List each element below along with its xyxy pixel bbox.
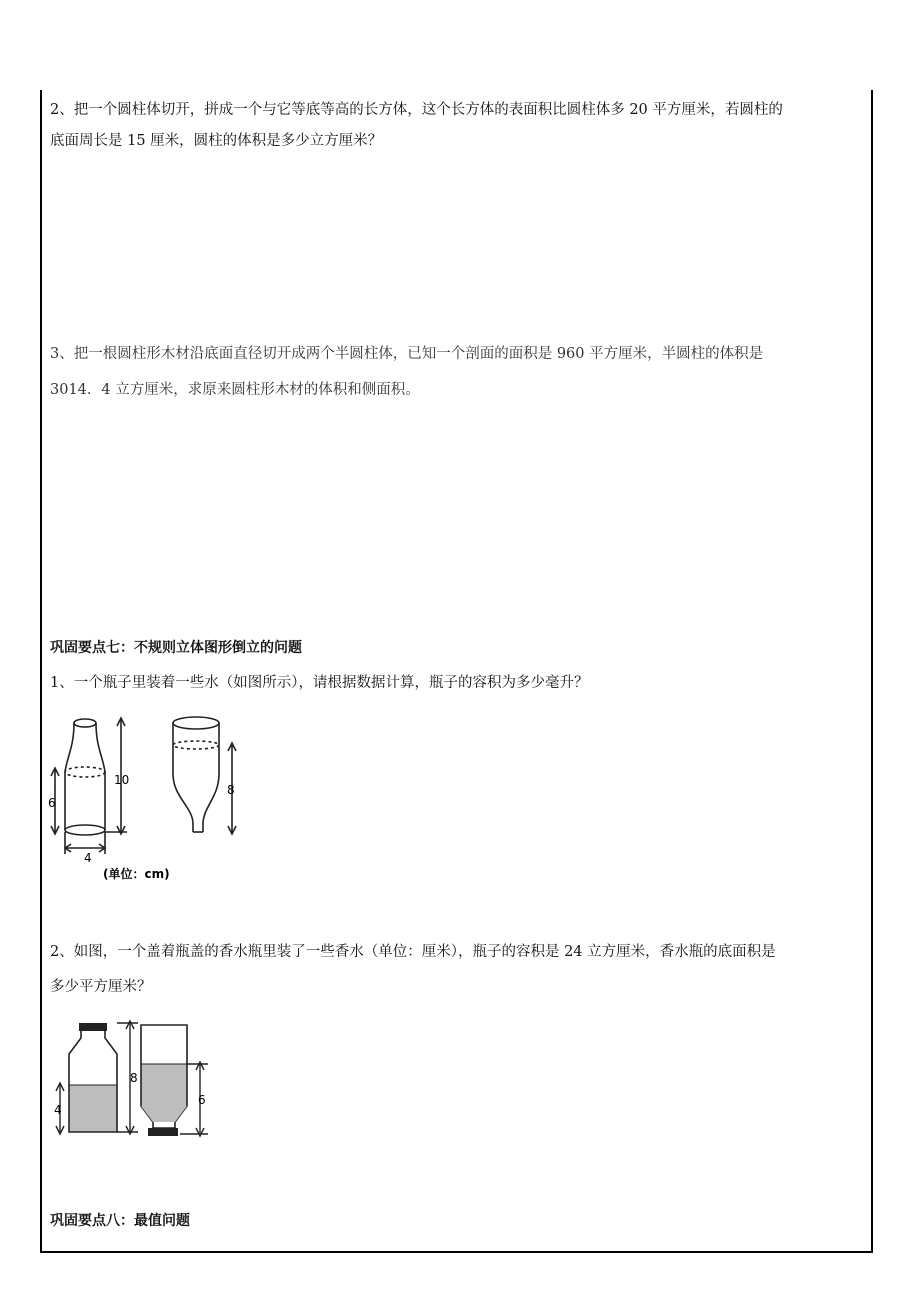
- figure-1-label-inverted: 8: [227, 783, 235, 797]
- section-8-heading: 巩固要点八：最值问题: [50, 1213, 190, 1229]
- bottle-figure-2: [50, 1020, 220, 1140]
- figure-1-unit-note: (单位：cm): [103, 867, 170, 881]
- bottle-figure-1: [45, 712, 255, 887]
- question-2-line-2: 底面周长是 15 厘米，圆柱的体积是多少立方厘米？: [50, 133, 383, 149]
- figure-1-label-total: 10: [114, 773, 130, 787]
- figure-2-label-inverted: 6: [198, 1093, 206, 1107]
- figure-2-label-total: 8: [130, 1071, 138, 1085]
- section-7-question-2-line-1: 2、如图，一个盖着瓶盖的香水瓶里装了一些香水（单位：厘米），瓶子的容积是 24 立方厘米，香水瓶的底面积是: [50, 944, 776, 960]
- question-3-line-1: 3、把一根圆柱形木材沿底面直径切开成两个半圆柱体，已知一个剖面的面积是 960 平方厘米，半圆柱的体积是: [50, 346, 764, 362]
- figure-2-label-liquid: 4: [54, 1103, 62, 1117]
- question-2-line-1: 2、把一个圆柱体切开，拼成一个与它等底等高的长方体，这个长方体的表面积比圆柱体多 20 平方厘米，若圆柱的: [50, 102, 783, 118]
- question-3-line-2: 3014．4 立方厘米，求原来圆柱形木材的体积和侧面积。: [50, 382, 420, 398]
- section-7-question-1: 1、一个瓶子里装着一些水（如图所示），请根据数据计算，瓶子的容积为多少毫升？: [50, 675, 589, 691]
- section-7-question-2-line-2: 多少平方厘米？: [50, 979, 152, 995]
- figure-1-label-water: 6: [48, 796, 56, 810]
- section-7-heading: 巩固要点七：不规则立体图形倒立的问题: [50, 640, 302, 656]
- figure-1-label-diameter: 4: [84, 851, 92, 865]
